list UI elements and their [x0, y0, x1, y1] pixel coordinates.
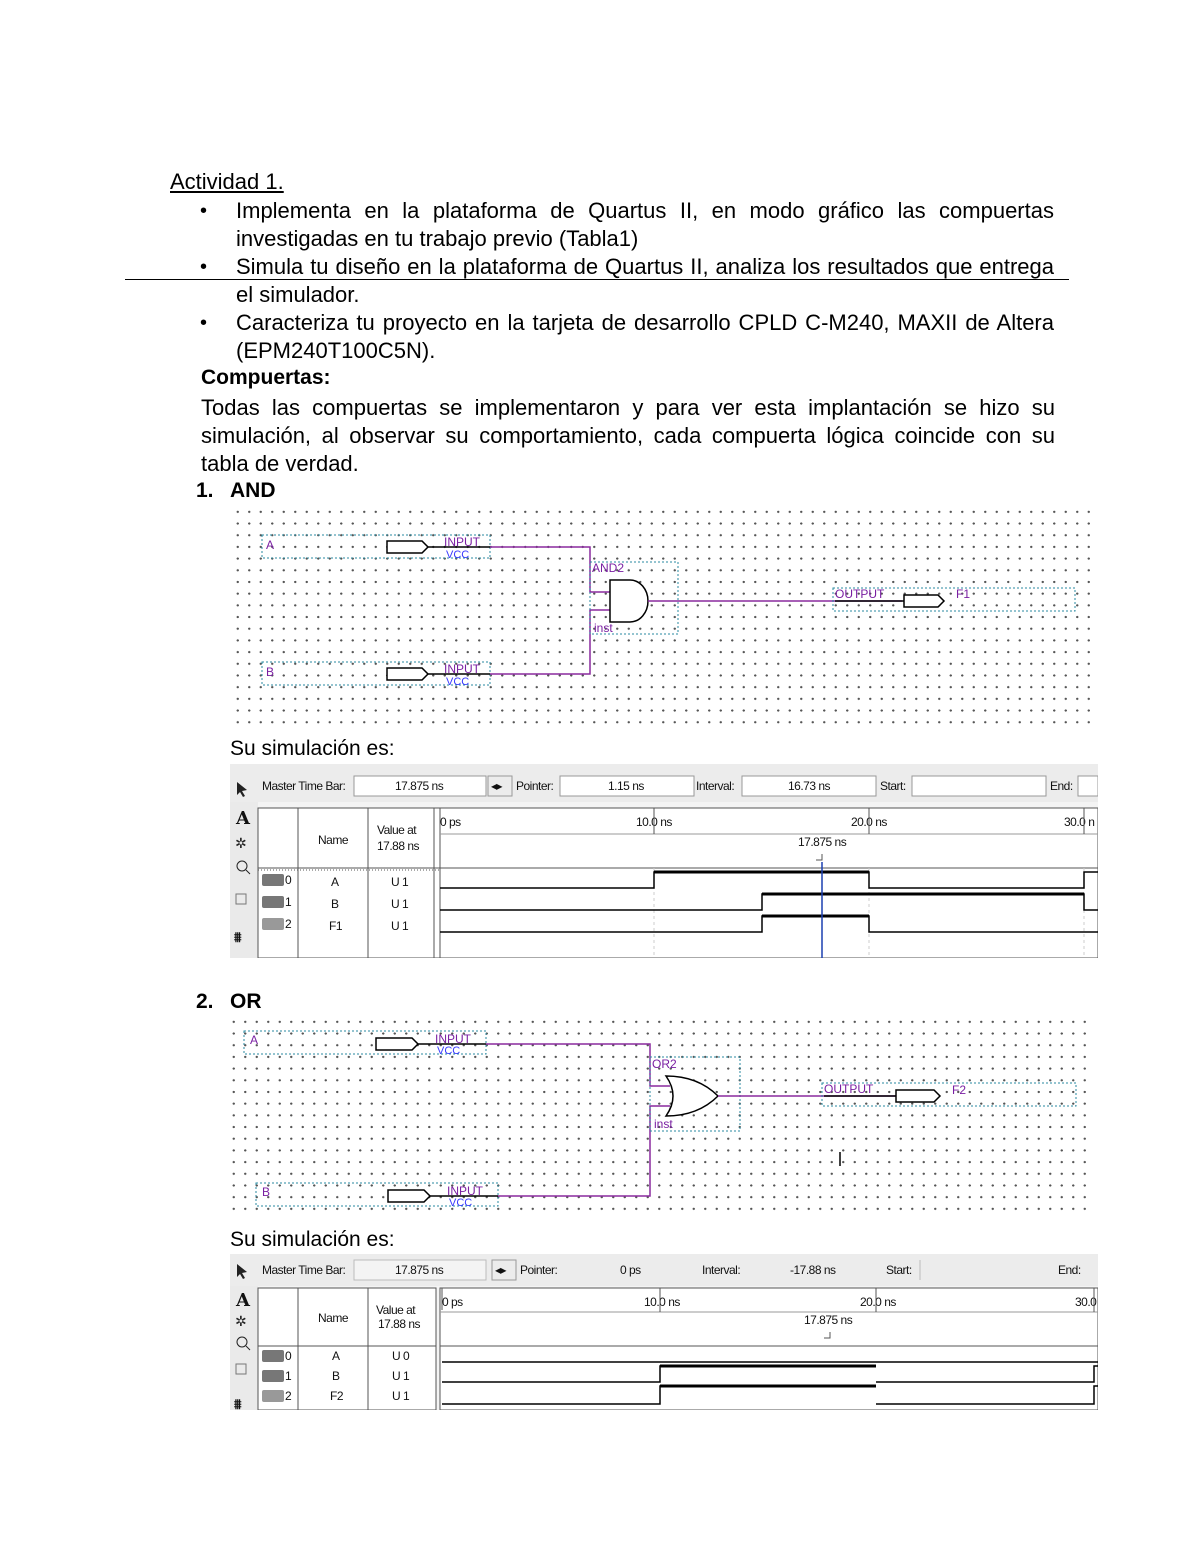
bullet-dot-2: • — [200, 256, 208, 278]
svg-text:0: 0 — [285, 1349, 292, 1363]
and-gate-icon — [610, 580, 648, 622]
bullet-dot-1: • — [200, 200, 208, 222]
svg-text:U 1: U 1 — [391, 919, 409, 933]
and-master-value: 17.875 ns — [395, 779, 444, 793]
activity-title: Actividad 1. — [170, 169, 284, 194]
and-value-header-1: Value at — [377, 823, 417, 837]
pin-icon — [262, 874, 284, 886]
input-a-name: A — [266, 538, 275, 552]
bullet-dot-3: • — [200, 312, 208, 334]
or-schematic — [228, 1016, 1094, 1214]
svg-text:B: B — [332, 1369, 340, 1383]
or-input-a-pin-sub: VCC — [437, 1045, 461, 1057]
svg-text:F1: F1 — [329, 919, 343, 933]
and-value-header-2: 17.88 ns — [377, 839, 420, 853]
section-or-number: 2. — [196, 990, 214, 1013]
or-tick-1: 10.0 ns — [644, 1295, 680, 1309]
section-or-title: OR — [230, 990, 262, 1013]
input-b-name: B — [266, 665, 275, 679]
or-interval-label: Interval: — [702, 1263, 741, 1277]
and-interval-value: 16.73 ns — [788, 779, 831, 793]
snap-icon: ✲ — [235, 835, 247, 851]
pin-icon — [262, 918, 284, 930]
svg-text:◂▸: ◂▸ — [491, 779, 503, 793]
or-gate-icon — [666, 1076, 718, 1116]
and-start-label: Start: — [880, 779, 906, 793]
svg-text:U 1: U 1 — [391, 875, 409, 889]
and-gate-name: AND2 — [592, 561, 625, 575]
and-name-header: Name — [318, 833, 349, 847]
snap-icon: ✲ — [235, 1313, 247, 1329]
or-master-label: Master Time Bar: — [262, 1263, 346, 1277]
or-tick-2: 20.0 ns — [860, 1295, 896, 1309]
compuertas-paragraph: Todas las compuertas se implementaron y para ver esta implantación se hizo su simulación, al observar su comportamiento, cada compuerta lógica coincide con su tabla de verdad. — [201, 395, 1055, 476]
or-input-b-pin-sub: VCC — [449, 1197, 473, 1209]
svg-text:2: 2 — [285, 1389, 292, 1403]
input-a-pin-type: INPUT — [444, 535, 480, 549]
svg-text:U 1: U 1 — [392, 1369, 410, 1383]
or-output-pin-icon — [896, 1090, 940, 1102]
or-tick-0: 0 ps — [442, 1295, 463, 1309]
and-gate-inst: inst — [594, 621, 613, 635]
or-master-value: 17.875 ns — [395, 1263, 444, 1277]
or-input-b-pin-type: INPUT — [447, 1184, 483, 1198]
and-cursor-label: 17.875 ns — [798, 835, 847, 849]
or-input-a-pin-type: INPUT — [435, 1032, 471, 1046]
svg-text:A: A — [331, 875, 339, 889]
or-input-b-name: B — [262, 1185, 271, 1199]
or-name-header: Name — [318, 1311, 349, 1325]
text-tool-icon: A — [236, 1290, 250, 1311]
or-value-header-1: Value at — [376, 1303, 416, 1317]
input-b-pin-icon — [387, 668, 428, 680]
svg-text:0: 0 — [285, 873, 292, 887]
or-interval-value: -17.88 ns — [790, 1263, 836, 1277]
and-tick-0: 0 ps — [440, 815, 461, 829]
and-tick-1: 10.0 ns — [636, 815, 672, 829]
section-and-title: AND — [230, 479, 276, 502]
bullet-text-2: Simula tu diseño en la plataforma de Quartus II, analiza los resultados que entrega el simulador. — [236, 254, 1054, 307]
or-input-a-name: A — [250, 1033, 259, 1047]
pin-icon — [262, 1350, 284, 1362]
section-and-number: 1. — [196, 479, 214, 502]
and-tick-3: 30.0 n — [1064, 815, 1095, 829]
or-gate-inst: inst — [654, 1117, 673, 1131]
svg-text:F2: F2 — [330, 1389, 344, 1403]
or-input-b-pin-icon — [388, 1190, 430, 1202]
svg-text:1: 1 — [285, 895, 292, 909]
or-output-name: F2 — [952, 1083, 967, 1097]
or-input-a-pin-icon — [376, 1038, 418, 1050]
and-simulation-panel — [230, 764, 1098, 958]
find-icon: ⩩ — [234, 1396, 242, 1410]
and-sim-caption: Su simulación es: — [230, 737, 395, 760]
pin-icon — [262, 1370, 284, 1382]
or-sim-caption: Su simulación es: — [230, 1228, 395, 1251]
or-gate-name: OR2 — [652, 1057, 677, 1071]
find-icon: ⩩ — [234, 929, 242, 945]
and-tick-2: 20.0 ns — [851, 815, 887, 829]
input-b-pin-type: INPUT — [444, 662, 480, 676]
and-master-label: Master Time Bar: — [262, 779, 346, 793]
pin-icon — [262, 1390, 284, 1402]
svg-text:1: 1 — [285, 1369, 292, 1383]
or-pointer-value: 0 ps — [620, 1263, 641, 1277]
svg-text:U 1: U 1 — [391, 897, 409, 911]
input-a-pin-sub: VCC — [446, 549, 470, 561]
input-a-pin-icon — [387, 541, 428, 553]
svg-text:2: 2 — [285, 917, 292, 931]
or-pointer-label: Pointer: — [520, 1263, 558, 1277]
or-start-label: Start: — [886, 1263, 912, 1277]
svg-text:A: A — [332, 1349, 340, 1363]
or-tick-3: 30.0 — [1075, 1295, 1097, 1309]
and-end-label: End: — [1050, 779, 1073, 793]
and-schematic — [232, 506, 1092, 728]
output-pin-type: OUTPUT — [835, 587, 885, 601]
bullet-text-3: Caracteriza tu proyecto en la tarjeta de desarrollo CPLD C-M240, MAXII de Altera (EPM240T100C5N). — [236, 310, 1054, 363]
svg-text:B: B — [331, 897, 339, 911]
pin-icon — [262, 896, 284, 908]
and-pointer-value: 1.15 ns — [608, 779, 644, 793]
output-name: F1 — [956, 587, 971, 601]
and-interval-label: Interval: — [696, 779, 735, 793]
or-end-label: End: — [1058, 1263, 1081, 1277]
svg-text:U 1: U 1 — [392, 1389, 410, 1403]
text-tool-icon: A — [236, 808, 250, 829]
output-pin-icon — [904, 595, 944, 607]
svg-text:◂▸: ◂▸ — [495, 1263, 507, 1277]
compuertas-heading: Compuertas: — [201, 366, 331, 389]
input-b-pin-sub: VCC — [446, 676, 470, 688]
bullet-text-1: Implementa en la plataforma de Quartus II, en modo gráfico las compuertas investigadas en tu trabajo previo (Tabla1) — [236, 198, 1054, 251]
and-pointer-label: Pointer: — [516, 779, 554, 793]
or-value-header-2: 17.88 ns — [378, 1317, 421, 1331]
or-cursor-label: 17.875 ns — [804, 1313, 853, 1327]
svg-text:U 0: U 0 — [392, 1349, 410, 1363]
or-output-pin-type: OUTPUT — [824, 1082, 874, 1096]
or-simulation-panel — [230, 1254, 1098, 1410]
